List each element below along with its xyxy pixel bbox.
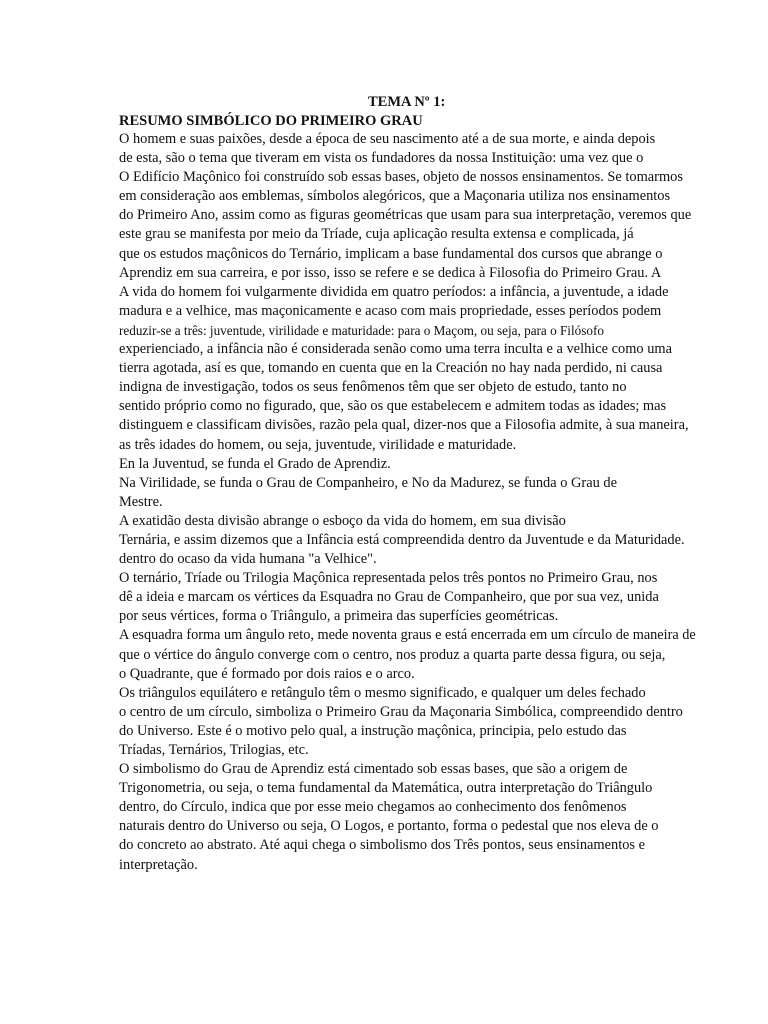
text-line: que o vértice do ângulo converge com o centro, nos produz a quarta parte dessa figura, ou seja, (119, 646, 666, 663)
text-line: En la Juventud, se funda el Grado de Aprendiz. (119, 455, 391, 472)
text-line: O homem e suas paixões, desde a época de seu nascimento até a de sua morte, e ainda depois (119, 131, 656, 147)
text-line: Os triângulos equilátero e retângulo têm o mesmo significado, e qualquer um deles fechado (119, 684, 646, 701)
text-line: indigna de investigação, todos os seus fenômenos têm que ser objeto de estudo, tanto no (119, 379, 627, 396)
text-line: por seus vértices, forma o Triângulo, a primeira das superfícies geométricas. (119, 608, 559, 625)
text-line: do Universo. Este é o motivo pelo qual, a instrução maçônica, principia, pelo estudo das (119, 722, 627, 739)
text-line: dentro, do Círculo, indica que por esse meio chegamos ao conhecimento dos fenômenos (119, 799, 627, 816)
text-line: do concreto ao abstrato. Até aqui chega o simbolismo dos Três pontos, seus ensinamentos e (119, 837, 645, 854)
text-line: este grau se manifesta por meio da Tríade, cuja aplicação resulta extensa e complicada, já (119, 226, 634, 243)
text-line: de esta, são o tema que tiveram em vista os fundadores da nossa Instituição: uma vez que o (119, 150, 644, 167)
text-line: o Quadrante, que é formado por dois raios e o arco. (119, 665, 415, 682)
text-line: Trigonometria, ou seja, o tema fundamental da Matemática, outra interpretação do Triângulo (119, 780, 653, 797)
text-line: Tríadas, Ternários, Trilogias, etc. (119, 742, 309, 758)
text-line: Na Virilidade, se funda o Grau de Companheiro, e No da Madurez, se funda o Grau de (119, 474, 617, 491)
text-line: o centro de um círculo, simboliza o Primeiro Grau da Maçonaria Simbólica, compreendido dentro (119, 703, 683, 720)
text-line: O Edifício Maçônico foi construído sob essas bases, objeto de nossos ensinamentos. Se tomarmos (119, 169, 683, 186)
text-line: interpretação. (119, 856, 198, 873)
text-line: Aprendiz em sua carreira, e por isso, isso se refere e se dedica à Filosofia do Primeiro Grau. A (119, 264, 662, 281)
text-line: do Primeiro Ano, assim como as figuras geométricas que usam para sua interpretação, veremos que (119, 207, 692, 224)
text-line: madura e a velhice, mas maçonicamente e acaso com mais propriedade, esses períodos podem (119, 302, 662, 319)
text-line: dentro do ocaso da vida humana "a Velhice". (119, 551, 377, 568)
text-line: tierra agotada, así es que, tomando en cuenta que en la Creación no hay nada perdido, ni causa (119, 360, 663, 377)
text-line: Mestre. (119, 493, 163, 510)
text-line: A vida do homem foi vulgarmente dividida em quatro períodos: a infância, a juventude, a idade (119, 283, 669, 300)
text-line: experienciado, a infância não é considerada senão como uma terra inculta e a velhice como uma (119, 341, 672, 358)
text-line: A exatidão desta divisão abrange o esboço da vida do homem, em sua divisão (119, 512, 566, 529)
text-line: que os estudos maçônicos do Ternário, implicam a base fundamental dos cursos que abrange o (119, 245, 663, 262)
text-line: as três idades do homem, ou seja, juventude, virilidade e maturidade. (119, 436, 517, 453)
text-line: dê a ideia e marcam os vértices da Esquadra no Grau de Companheiro, que por sua vez, unida (119, 589, 659, 606)
text-line: reduzir-se a três: juventude, virilidade e maturidade: para o Maçom, ou seja, para o Filósofo (119, 322, 604, 338)
text-line: em consideração aos emblemas, símbolos alegóricos, que a Maçonaria utiliza nos ensinamentos (119, 188, 671, 205)
text-line: distinguem e classificam divisões, razão pela qual, dizer-nos que a Filosofia admite, à sua maneira, (119, 417, 689, 434)
text-line: A esquadra forma um ângulo reto, mede noventa graus e está encerrada em um círculo de maneira de (119, 627, 696, 644)
document-body (119, 130, 696, 875)
document-subtitle: RESUMO SIMBÓLICO DO PRIMEIRO GRAU (119, 113, 423, 129)
text-line: sentido próprio como no figurado, que, são os que estabelecem e admitem todas as idades; mas (119, 398, 667, 415)
text-line: O simbolismo do Grau de Aprendiz está cimentado sob essas bases, que são a origem de (119, 761, 628, 778)
text-line: Ternária, e assim dizemos que a Infância está compreendida dentro da Juventude e da Maturidade. (119, 531, 685, 548)
text-line: O ternário, Tríade ou Trilogia Maçônica representada pelos três pontos no Primeiro Grau, nos (119, 570, 658, 587)
text-line: naturais dentro do Universo ou seja, O Logos, e portanto, forma o pedestal que nos eleva de o (119, 818, 659, 835)
document-title: TEMA Nº 1: (368, 94, 446, 110)
